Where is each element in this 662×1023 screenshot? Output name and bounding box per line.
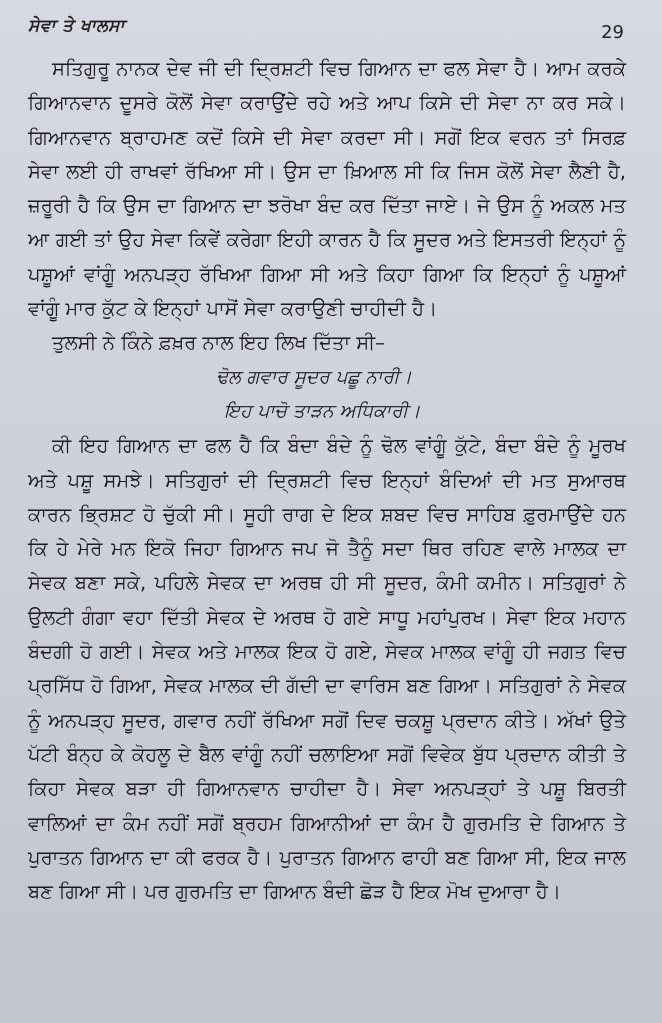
- quote-intro: ਤੁਲਸੀ ਨੇ ਕਿੰਨੇ ਫ਼ਖ਼ਰ ਨਾਲ ਇਹ ਲਿਖ ਦਿੱਤਾ ਸੀ–: [52, 331, 385, 355]
- running-title: ਸੇਵਾ ਤੇ ਖਾਲਸਾ: [28, 16, 125, 36]
- verse-line-2: ਇਹ ਪਾਚੋ ਤਾੜਨ ਅਧਿਕਾਰੀ।: [224, 400, 421, 422]
- body-text: [28, 52, 626, 909]
- paragraph-2: ਕੀ ਇਹ ਗਿਆਨ ਦਾ ਫਲ ਹੈ ਕਿ ਬੰਦਾ ਬੰਦੇ ਨੂੰ ਢੋਲ ਵਾਂਗੂੰ ਕੁੱਟੇ, ਬੰਦਾ ਬੰਦੇ ਨੂੰ ਮੂਰਖ ਅਤੇ ਪਸ਼ੂ ਸਮਝੇ। ਸਤਿਗੁਰਾਂ ਦੀ ਦ੍ਰਿਸ਼ਟੀ ਵਿਚ ਇਨ੍ਹਾਂ ਬੰਦਿਆਂ ਦੀ ਮਤ ਸੁਆਰਥ ਕਾਰਨ ਭ੍ਰਿਸ਼ਟ ਹੋ ਚੁੱਕੀ ਸੀ। ਸੂਹੀ ਰਾਗ ਦੇ ਇਕ ਸ਼ਬਦ ਵਿਚ ਸਾਹਿਬ ਫ਼ੁਰਮਾਉਂਦੇ ਹਨ ਕਿ ਹੇ ਮੇਰੇ ਮਨ ਇਕੋ ਜਿਹਾ ਗਿਆਨ ਜਪ ਜੋ ਤੈਨੂੰ ਸਦਾ ਥਿਰ ਰਹਿਣ ਵਾਲੇ ਮਾਲਕ ਦਾ ਸੇਵਕ ਬਣਾ ਸਕੇ, ਪਹਿਲੇ ਸੇਵਕ ਦਾ ਅਰਥ ਹੀ ਸੀ ਸੂਦਰ, ਕੰਮੀ ਕਮੀਨ। ਸਤਿਗੁਰਾਂ ਨੇ ਉਲਟੀ ਗੰਗਾ ਵਹਾ ਦਿੱਤੀ ਸੇਵਕ ਦੇ ਅਰਥ ਹੋ ਗਏ ਸਾਧੂ ਮਹਾਂਪੁਰਖ। ਸੇਵਾ ਇਕ ਮਹਾਨ ਬੰਦਗੀ ਹੋ ਗਈ। ਸੇਵਕ ਅਤੇ ਮਾਲਕ ਇਕ ਹੋ ਗਏ, ਸੇਵਕ ਮਾਲਕ ਵਾਂਗੂੰ ਹੀ ਜਗਤ ਵਿਚ ਪ੍ਰਸਿੱਧ ਹੋ ਗਿਆ, ਸੇਵਕ ਮਾਲਕ ਦੀ ਗੱਦੀ ਦਾ ਵਾਰਿਸ ਬਣ ਗਿਆ। ਸਤਿਗੁਰਾਂ ਨੇ ਸੇਵਕ ਨੂੰ ਅਨਪੜ੍ਹ ਸੂਦਰ, ਗਵਾਰ ਨਹੀਂ ਰੱਖਿਆ ਸਗੋਂ ਦਿਵ ਚਕਸ਼ੂ ਪ੍ਰਦਾਨ ਕੀਤੇ। ਅੱਖਾਂ ਉਤੇ ਪੱਟੀ ਬੰਨ੍ਹ ਕੇ ਕੋਹਲੂ ਦੇ ਬੈਲ ਵਾਂਗੂੰ ਨਹੀਂ ਚਲਾਇਆ ਸਗੋਂ ਵਿਵੇਕ ਬੁੱਧ ਪ੍ਰਦਾਨ ਕੀਤੀ ਤੇ ਕਿਹਾ ਸੇਵਕ ਬੜਾ ਹੀ ਗਿਆਨਵਾਨ ਚਾਹੀਦਾ ਹੈ। ਸੇਵਾ ਅਨਪੜ੍ਹਾਂ ਤੇ ਪਸ਼ੂ ਬਿਰਤੀ ਵਾਲਿਆਂ ਦਾ ਕੰਮ ਨਹੀਂ ਸਗੋਂ ਬ੍ਰਹਮ ਗਿਆਨੀਆਂ ਦਾ ਕੰਮ ਹੈ ਗੁਰਮਤਿ ਦੇ ਗਿਆਨ ਤੇ ਪੁਰਾਤਨ ਗਿਆਨ ਦਾ ਕੀ ਫਰਕ ਹੈ। ਪੁਰਾਤਨ ਗਿਆਨ ਫਾਹੀ ਬਣ ਗਿਆ ਸੀ, ਇਕ ਜਾਲ ਬਣ ਗਿਆ ਸੀ। ਪਰ ਗੁਰਮਤਿ ਦਾ ਗਿਆਨ ਬੰਦੀ ਛੋੜ ਹੈ ਇਕ ਮੋਖ ਦੁਆਰਾ ਹੈ।: [28, 434, 626, 904]
- verse-line-1: ਢੋਲ ਗਵਾਰ ਸੂਦਰ ਪਛੂ ਨਾਰੀ।: [216, 366, 412, 388]
- page-number: 29: [601, 22, 624, 43]
- page-header: [0, 8, 662, 44]
- paragraph-1: ਸਤਿਗੁਰੂ ਨਾਨਕ ਦੇਵ ਜੀ ਦੀ ਦ੍ਰਿਸ਼ਟੀ ਵਿਚ ਗਿਆਨ ਦਾ ਫਲ ਸੇਵਾ ਹੈ। ਆਮ ਕਰਕੇ ਗਿਆਨਵਾਨ ਦੂਸਰੇ ਕੋਲੋਂ ਸੇਵਾ ਕਰਾਉਂਦੇ ਰਹੇ ਅਤੇ ਆਪ ਕਿਸੇ ਦੀ ਸੇਵਾ ਨਾ ਕਰ ਸਕੇ। ਗਿਆਨਵਾਨ ਬ੍ਰਾਹਮਣ ਕਦੋਂ ਕਿਸੇ ਦੀ ਸੇਵਾ ਕਰਦਾ ਸੀ। ਸਗੋਂ ਇਕ ਵਰਨ ਤਾਂ ਸਿਰਫ਼ ਸੇਵਾ ਲਈ ਹੀ ਰਾਖਵਾਂ ਰੱਖਿਆ ਸੀ। ਉਸ ਦਾ ਖ਼ਿਆਲ ਸੀ ਕਿ ਜਿਸ ਕੋਲੋਂ ਸੇਵਾ ਲੈਣੀ ਹੈ, ਜ਼ਰੂਰੀ ਹੈ ਕਿ ਉਸ ਦਾ ਗਿਆਨ ਦਾ ਝਰੋਖਾ ਬੰਦ ਕਰ ਦਿੱਤਾ ਜਾਏ। ਜੇ ਉਸ ਨੂੰ ਅਕਲ ਮਤ ਆ ਗਈ ਤਾਂ ਉਹ ਸੇਵਾ ਕਿਵੇਂ ਕਰੇਗਾ ਇਹੀ ਕਾਰਨ ਹੈ ਕਿ ਸੂਦਰ ਅਤੇ ਇਸਤਰੀ ਇਨ੍ਹਾਂ ਨੂੰ ਪਸ਼ੂਆਂ ਵਾਂਗੂੰ ਅਨਪੜ੍ਹ ਰੱਖਿਆ ਗਿਆ ਸੀ ਅਤੇ ਕਿਹਾ ਗਿਆ ਕਿ ਇਨ੍ਹਾਂ ਨੂੰ ਪਸ਼ੂਆਂ ਵਾਂਗੂੰ ਮਾਰ ਕੁੱਟ ਕੇ ਇਨ੍ਹਾਂ ਪਾਸੋਂ ਸੇਵਾ ਕਰਾਉਣੀ ਚਾਹੀਦੀ ਹੈ।: [28, 57, 626, 321]
